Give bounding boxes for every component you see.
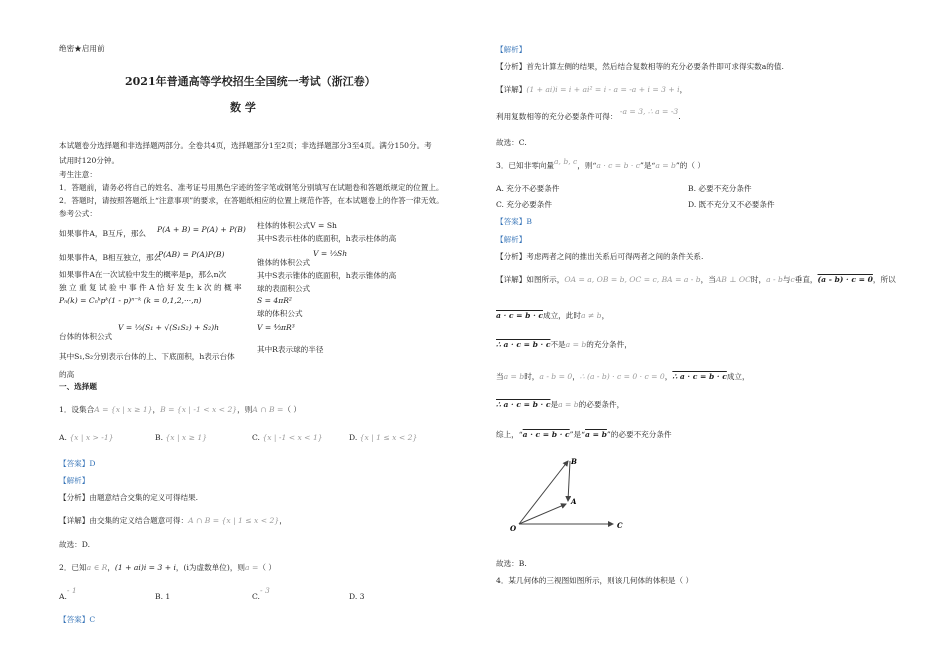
subject-title: 数 学 [230,101,256,114]
q2-option-d: D. 3 [349,592,365,601]
q1-option-c: C. {x | -1 < x < 1} [252,433,323,442]
formula-sphere-volume-math: V = ⁴⁄₃πR³ [257,323,295,332]
formula-independent-text: 如果事件A，B相互独立，那么 [59,253,162,262]
formula-prism-note: 其中S表示柱体的底面积，h表示柱体的高 [257,234,397,243]
intro-line2: 试用时120分钟。 [59,156,120,165]
formula-sphere-area-text: 球的表面积公式 [257,284,311,293]
formula-prism-volume: 柱体的体积公式V = Sh [257,221,337,230]
vector-figure [505,448,635,538]
q3-detail-4: 当a = b时，a - b = 0，∴ (a - b) · c = 0 · c = 0，∴ a · c = b · c成立， [496,372,750,381]
q3-detail-3: ∴ a · c = b · c不是a = b的充分条件， [496,340,632,349]
q3-answer: 【答案】B [496,217,532,226]
q1-ask: A ∩ B = [252,405,284,414]
secret-label: 绝密★启用前 [59,44,105,53]
q1-set-b: B = {x | -1 < x < 2} [160,405,238,414]
q3-analysis-tag: 【解析】 [496,235,527,244]
notice-2: 2．答题时，请按照答题纸上“注意事项”的要求，在答题纸相应的位置上规范作答，在本试题卷上的作答一律无效。 [59,196,444,205]
formula-frustum-text: 台体的体积公式 [59,332,113,341]
notice-1: 1．答题前，请务必将自己的姓名、准考证号用黑色字迹的签字笔或钢笔分别填写在试题卷和答题纸规定的位置上。 [59,183,444,192]
q1-detail: 【详解】由交集的定义结合题意可得：A ∩ B = {x | 1 ≤ x < 2}， [59,516,287,525]
q1-option-b: B. {x | x ≥ 1} [155,433,208,442]
q2-answer: 【答案】C [59,615,96,624]
q2-use: 利用复数相等的充分必要条件可得： -a = 3, ∴ a = -3. [496,107,681,121]
q2-analysis-tag: 【解析】 [496,45,527,54]
formula-sphere-note: 其中R表示球的半径 [257,345,324,354]
q3-option-c: C. 充分必要条件 [496,200,552,209]
q2-choice: 故选：C. [496,138,527,147]
formula-cone-text: 锥体的体积公式 [257,258,311,267]
formula-binomial-math: Pₙ(k) = Cₙᵏpᵏ(1 - p)ⁿ⁻ᵏ (k = 0,1,2,···,n) [59,296,202,305]
q1-stem: 1．设集合A = {x | x ≥ 1}，B = {x | -1 < x < 2}，则A ∩ B =（ ） [59,405,301,414]
vector-ob [519,461,568,524]
q3-detail-2: a · c = b · c成立，此时a ≠ b， [496,311,610,320]
q2-option-c: C.- 3 [252,586,270,601]
formula-exclusive-text: 如果事件A，B互斥，那么 [59,229,147,238]
formula-sphere-area-math: S = 4πR² [257,296,292,305]
formula-binomial-line1: 如果事件A在一次试验中发生的概率是p，那么n次 [59,270,227,279]
q1-choice: 故选：D. [59,540,91,549]
q1-set-a: A = {x | x ≥ 1} [94,405,153,414]
vector-oa [519,504,566,524]
q3-choice: 故选：B. [496,559,527,568]
label-b: B [571,457,577,466]
formula-independent-math: P(AB) = P(A)P(B) [158,250,225,259]
q2-stem: 2．已知a ∈ R，(1 + ai)i = 3 + i，(i为虚数单位)，则a =（ ） [59,563,276,572]
q2-detail: 【详解】(1 + ai)i = i + ai² = i - a = -a + i = 3 + i， [496,85,688,94]
formula-exclusive-math: P(A + B) = P(A) + P(B) [157,225,246,234]
formula-frustum-math: V = ⅓(S₁ + √(S₁S₂) + S₂)h [118,323,219,332]
q3-analysis: 【分析】考虑两者之间的推出关系后可得两者之间的条件关系. [496,252,704,261]
formula-cone-note: 其中S表示锥体的底面积，h表示锥体的高 [257,271,397,280]
reference-heading: 参考公式： [59,209,97,218]
q2-option-a: A.- 1 [59,586,77,601]
formula-frustum-note1: 其中S₁,S₂分别表示台体的上、下底面积，h表示台体 [59,352,235,361]
q1-analysis: 【分析】由题意结合交集的定义可得结果. [59,493,199,502]
q3-option-b: B. 必要不充分条件 [688,184,752,193]
q3-option-d: D. 既不充分又不必要条件 [688,200,775,209]
q1-option-d: D. {x | 1 ≤ x < 2} [349,433,418,442]
q3-detail-1: 【详解】如图所示，OA = a, OB = b, OC = c, BA = a - b，当AB ⊥ OC时，a - b与c垂直，(a - b) · c = 0，所以 [496,275,896,284]
q2-analysis: 【分析】首先计算左侧的结果，然后结合复数相等的充分必要条件即可求得实数a的值. [496,62,784,71]
q1-analysis-tag: 【解析】 [59,476,90,485]
formula-binomial-line2: 独 立 重 复 试 验 中 事 件 A 恰 好 发 生 k 次 的 概 率 [59,283,242,292]
q3-stem: 3．已知非零向量a, b, c，则“a · c = b · c”是“a = b”的（ ） [496,157,705,170]
label-a: A [571,497,577,506]
q3-option-a: A. 充分不必要条件 [496,184,560,193]
section-heading: 一、选择题 [59,382,97,391]
formula-cone-math: V = ⅓Sh [313,249,348,258]
label-o: O [510,524,517,533]
label-c: C [617,521,623,530]
q3-detail-6: 综上，“a · c = b · c”是“a = b”的必要不充分条件 [496,430,672,439]
q2-option-b: B. 1 [155,592,171,601]
formula-frustum-note2: 的高 [59,370,75,379]
notice-heading: 考生注意： [59,170,97,179]
q1-answer: 【答案】D [59,459,96,468]
vector-ba [568,461,570,501]
formula-sphere-volume-text: 球的体积公式 [257,309,303,318]
exam-title: 2021年普通高等学校招生全国统一考试（浙江卷） [125,75,376,88]
intro-line1: 本试题卷分选择题和非选择题两部分。全卷共4页，选择题部分1至2页；非选择题部分3至4页。满分150分。考 [59,141,432,150]
q3-detail-5: ∴ a · c = b · c是a = b的必要条件， [496,400,625,409]
q4-stem: 4．某几何体的三视图如图所示，则该几何体的体积是（ ） [496,576,694,585]
q1-option-a: A. {x | x > -1} [59,433,114,442]
